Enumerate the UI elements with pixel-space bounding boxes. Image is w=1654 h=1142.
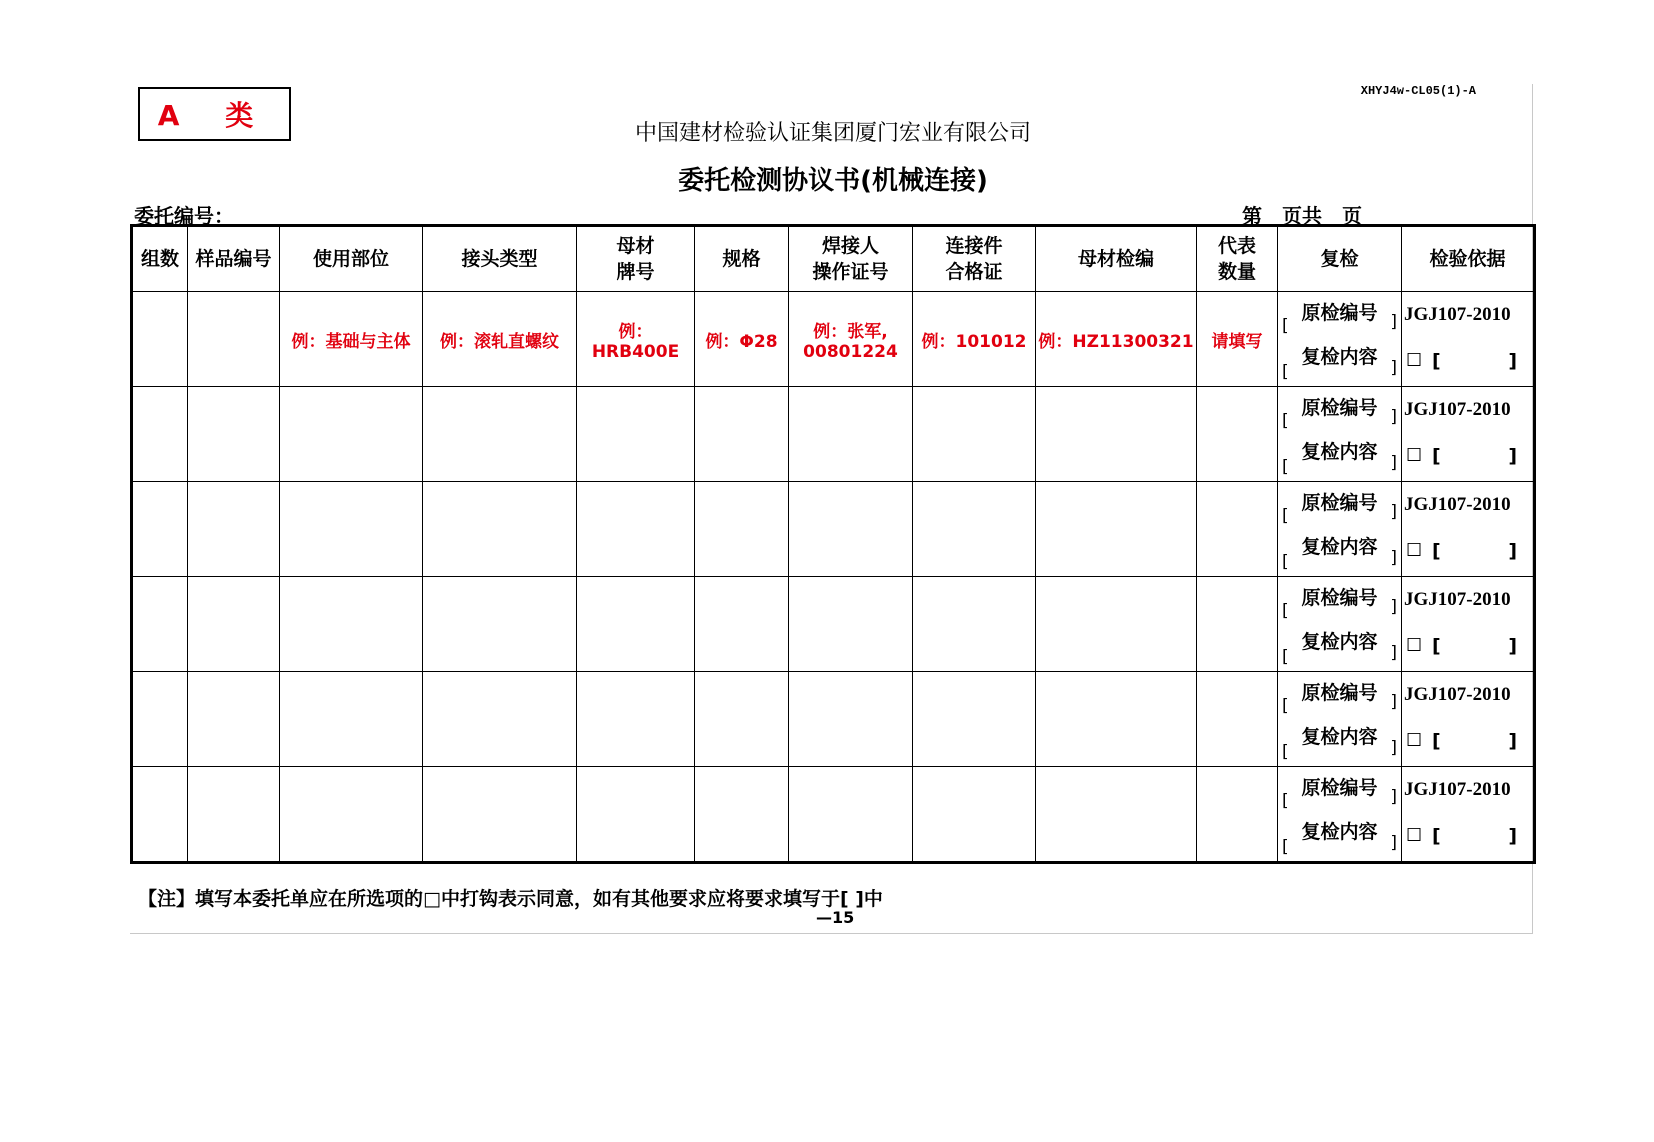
table-row <box>132 482 1535 577</box>
cell[interactable] <box>132 577 188 672</box>
table-header-row <box>132 226 1535 292</box>
cell-sample-no[interactable] <box>188 292 280 387</box>
cell[interactable] <box>1036 672 1197 767</box>
page-count-label: 第 页共 页 <box>1242 204 1362 228</box>
cell[interactable] <box>423 577 577 672</box>
header-recheck: 复检 <box>1278 226 1402 292</box>
checkbox-icon[interactable]: ☐ <box>1406 445 1423 466</box>
cell[interactable] <box>695 482 789 577</box>
cell-quantity[interactable]: 请填写 <box>1197 292 1278 387</box>
cell-basis[interactable]: JGJ107-2010 ☐ [ ] <box>1402 672 1535 767</box>
cell[interactable] <box>280 482 423 577</box>
header-spec: 规格 <box>695 226 789 292</box>
header-sample-no: 样品编号 <box>188 226 280 292</box>
cell[interactable] <box>913 577 1036 672</box>
cell[interactable] <box>423 767 577 863</box>
cell[interactable] <box>280 577 423 672</box>
cell[interactable] <box>132 672 188 767</box>
cell-recheck[interactable]: 原检编号 [ ] 复检内容 [ ] <box>1278 672 1402 767</box>
cell[interactable] <box>1197 672 1278 767</box>
cell-connector-cert[interactable]: 例：101012 <box>913 292 1036 387</box>
header-welder-cert: 焊接人 操作证号 <box>789 226 913 292</box>
cell[interactable] <box>188 387 280 482</box>
cell-joint-type[interactable]: 例：滚轧直螺纹 <box>423 292 577 387</box>
cell[interactable] <box>789 767 913 863</box>
header-basis: 检验依据 <box>1402 226 1535 292</box>
cell-recheck[interactable]: 原检编号 [ ] 复检内容 [ ] <box>1278 577 1402 672</box>
cell[interactable] <box>789 387 913 482</box>
cell-basis[interactable]: JGJ107-2010 ☐ [ ] <box>1402 482 1535 577</box>
cell[interactable] <box>913 767 1036 863</box>
cell-recheck[interactable]: 原检编号 [ ] 复检内容 [ ] <box>1278 292 1402 387</box>
checkbox-icon[interactable]: ☐ <box>1406 540 1423 561</box>
header-location: 使用部位 <box>280 226 423 292</box>
cell[interactable] <box>789 577 913 672</box>
header-material-grade: 母材 牌号 <box>577 226 695 292</box>
cell[interactable] <box>1197 767 1278 863</box>
cell[interactable] <box>188 577 280 672</box>
cell[interactable] <box>132 482 188 577</box>
company-name: 中国建材检验认证集团厦门宏业有限公司 <box>634 121 1031 146</box>
cell[interactable] <box>1197 482 1278 577</box>
cell[interactable] <box>280 767 423 863</box>
table-row <box>132 292 1535 387</box>
cell[interactable] <box>1036 577 1197 672</box>
form-code: XHYJ4w-CL05(1)-A <box>1360 84 1476 98</box>
cell[interactable] <box>1036 482 1197 577</box>
cell[interactable] <box>695 577 789 672</box>
cell[interactable] <box>695 767 789 863</box>
cell[interactable] <box>577 482 695 577</box>
checkbox-icon[interactable]: ☐ <box>1406 635 1423 656</box>
checkbox-icon[interactable]: ☐ <box>1406 730 1423 751</box>
cell[interactable] <box>188 482 280 577</box>
cell[interactable] <box>423 387 577 482</box>
cell[interactable] <box>695 672 789 767</box>
document-title: 委托检测协议书(机械连接) <box>678 166 988 196</box>
cell-recheck[interactable]: 原检编号 [ ] 复检内容 [ ] <box>1278 387 1402 482</box>
header-material-test-no: 母材检编 <box>1036 226 1197 292</box>
cell[interactable] <box>280 387 423 482</box>
category-box: A 类 <box>138 87 291 141</box>
entrust-number-label: 委托编号： <box>134 204 234 228</box>
cell-recheck[interactable]: 原检编号 [ ] 复检内容 [ ] <box>1278 767 1402 863</box>
checkbox-icon[interactable]: ☐ <box>1406 350 1423 371</box>
header-group-count: 组数 <box>132 226 188 292</box>
cell[interactable] <box>188 672 280 767</box>
cell[interactable] <box>423 482 577 577</box>
cell[interactable] <box>577 387 695 482</box>
table-row <box>132 672 1535 767</box>
cell[interactable] <box>789 482 913 577</box>
cell[interactable] <box>423 672 577 767</box>
cell-location[interactable]: 例：基础与主体 <box>280 292 423 387</box>
cell[interactable] <box>577 767 695 863</box>
header-joint-type: 接头类型 <box>423 226 577 292</box>
cell-recheck[interactable]: 原检编号 [ ] 复检内容 [ ] <box>1278 482 1402 577</box>
cell[interactable] <box>132 387 188 482</box>
cell[interactable] <box>1036 387 1197 482</box>
entrust-table <box>130 224 1536 864</box>
cell-material-test-no[interactable]: 例：HZ11300321 <box>1036 292 1197 387</box>
cell[interactable] <box>789 672 913 767</box>
cell[interactable] <box>913 482 1036 577</box>
header-quantity: 代表 数量 <box>1197 226 1278 292</box>
cell[interactable] <box>577 672 695 767</box>
cell-group-count[interactable] <box>132 292 188 387</box>
cell[interactable] <box>188 767 280 863</box>
cell[interactable] <box>913 387 1036 482</box>
cell[interactable] <box>1197 387 1278 482</box>
frame-line-bottom <box>130 933 1533 934</box>
header-connector-cert: 连接件 合格证 <box>913 226 1036 292</box>
cell[interactable] <box>1197 577 1278 672</box>
table-row <box>132 577 1535 672</box>
cell[interactable] <box>577 577 695 672</box>
cell-basis[interactable]: JGJ107-2010 ☐ [ ] <box>1402 577 1535 672</box>
cell-basis[interactable]: JGJ107-2010 ☐ [ ] <box>1402 767 1535 863</box>
cell-material-grade[interactable]: 例：HRB400E <box>577 292 695 387</box>
cell[interactable] <box>280 672 423 767</box>
cell[interactable] <box>695 387 789 482</box>
cell-welder-cert[interactable]: 例：张军, 00801224 <box>789 292 913 387</box>
cell[interactable] <box>1036 767 1197 863</box>
table-row <box>132 387 1535 482</box>
footer-note: 【注】填写本委托单应在所选项的□中打钩表示同意，如有其他要求应将要求填写于[ ]中 <box>138 888 883 910</box>
page-number: —15 <box>816 908 855 927</box>
cell[interactable] <box>132 767 188 863</box>
cell-spec[interactable]: 例：Φ28 <box>695 292 789 387</box>
cell-basis[interactable]: JGJ107-2010 ☐ [ ] <box>1402 292 1535 387</box>
checkbox-icon[interactable]: ☐ <box>1406 825 1423 846</box>
table-row <box>132 767 1535 863</box>
cell-basis[interactable]: JGJ107-2010 ☐ [ ] <box>1402 387 1535 482</box>
cell[interactable] <box>913 672 1036 767</box>
